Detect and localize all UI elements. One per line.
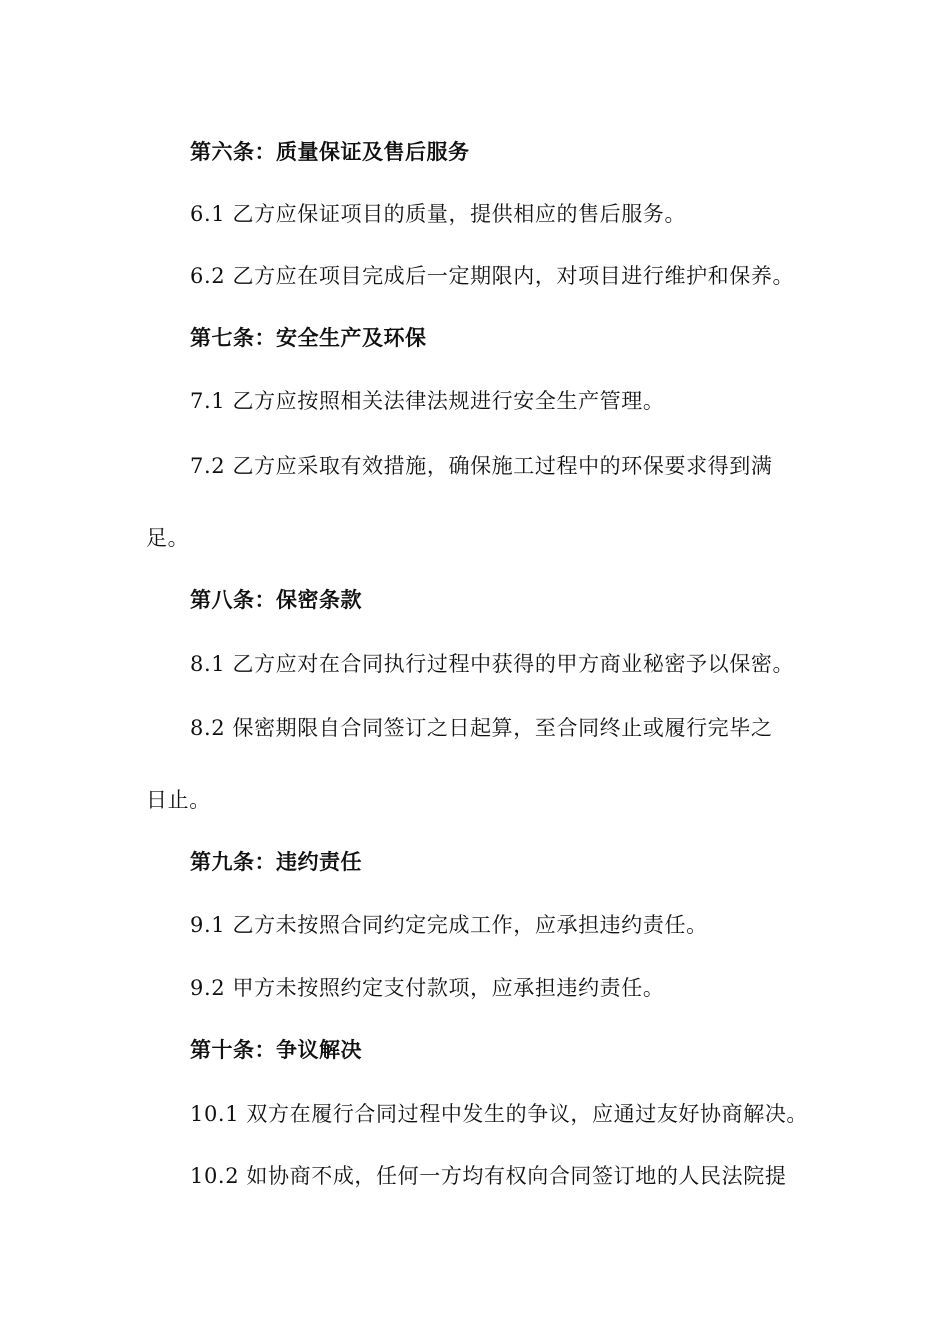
clause-8-2: 8.2 保密期限自合同签订之日起算，至合同终止或履行完毕之	[190, 716, 773, 740]
clause-10-1: 10.1 双方在履行合同过程中发生的争议，应通过友好协商解决。	[190, 1102, 809, 1126]
section-heading-8: 第八条：保密条款	[190, 588, 362, 612]
clause-8-1: 8.1 乙方应对在合同执行过程中获得的甲方商业秘密予以保密。	[190, 652, 795, 676]
clause-7-2-continuation: 足。	[146, 526, 190, 550]
clause-7-2: 7.2 乙方应采取有效措施，确保施工过程中的环保要求得到满	[190, 454, 773, 478]
section-heading-10: 第十条：争议解决	[190, 1038, 362, 1062]
clause-8-2-continuation: 日止。	[146, 788, 211, 812]
section-heading-6: 第六条：质量保证及售后服务	[190, 140, 470, 164]
clause-6-1: 6.1 乙方应保证项目的质量，提供相应的售后服务。	[190, 202, 687, 226]
clause-10-2: 10.2 如协商不成，任何一方均有权向合同签订地的人民法院提	[190, 1164, 787, 1188]
clause-6-2: 6.2 乙方应在项目完成后一定期限内，对项目进行维护和保养。	[190, 264, 795, 288]
section-heading-9: 第九条：违约责任	[190, 850, 362, 874]
clause-9-1: 9.1 乙方未按照合同约定完成工作，应承担违约责任。	[190, 913, 708, 937]
section-heading-7: 第七条：安全生产及环保	[190, 326, 427, 350]
clause-9-2: 9.2 甲方未按照约定支付款项，应承担违约责任。	[190, 976, 665, 1000]
clause-7-1: 7.1 乙方应按照相关法律法规进行安全生产管理。	[190, 389, 665, 413]
